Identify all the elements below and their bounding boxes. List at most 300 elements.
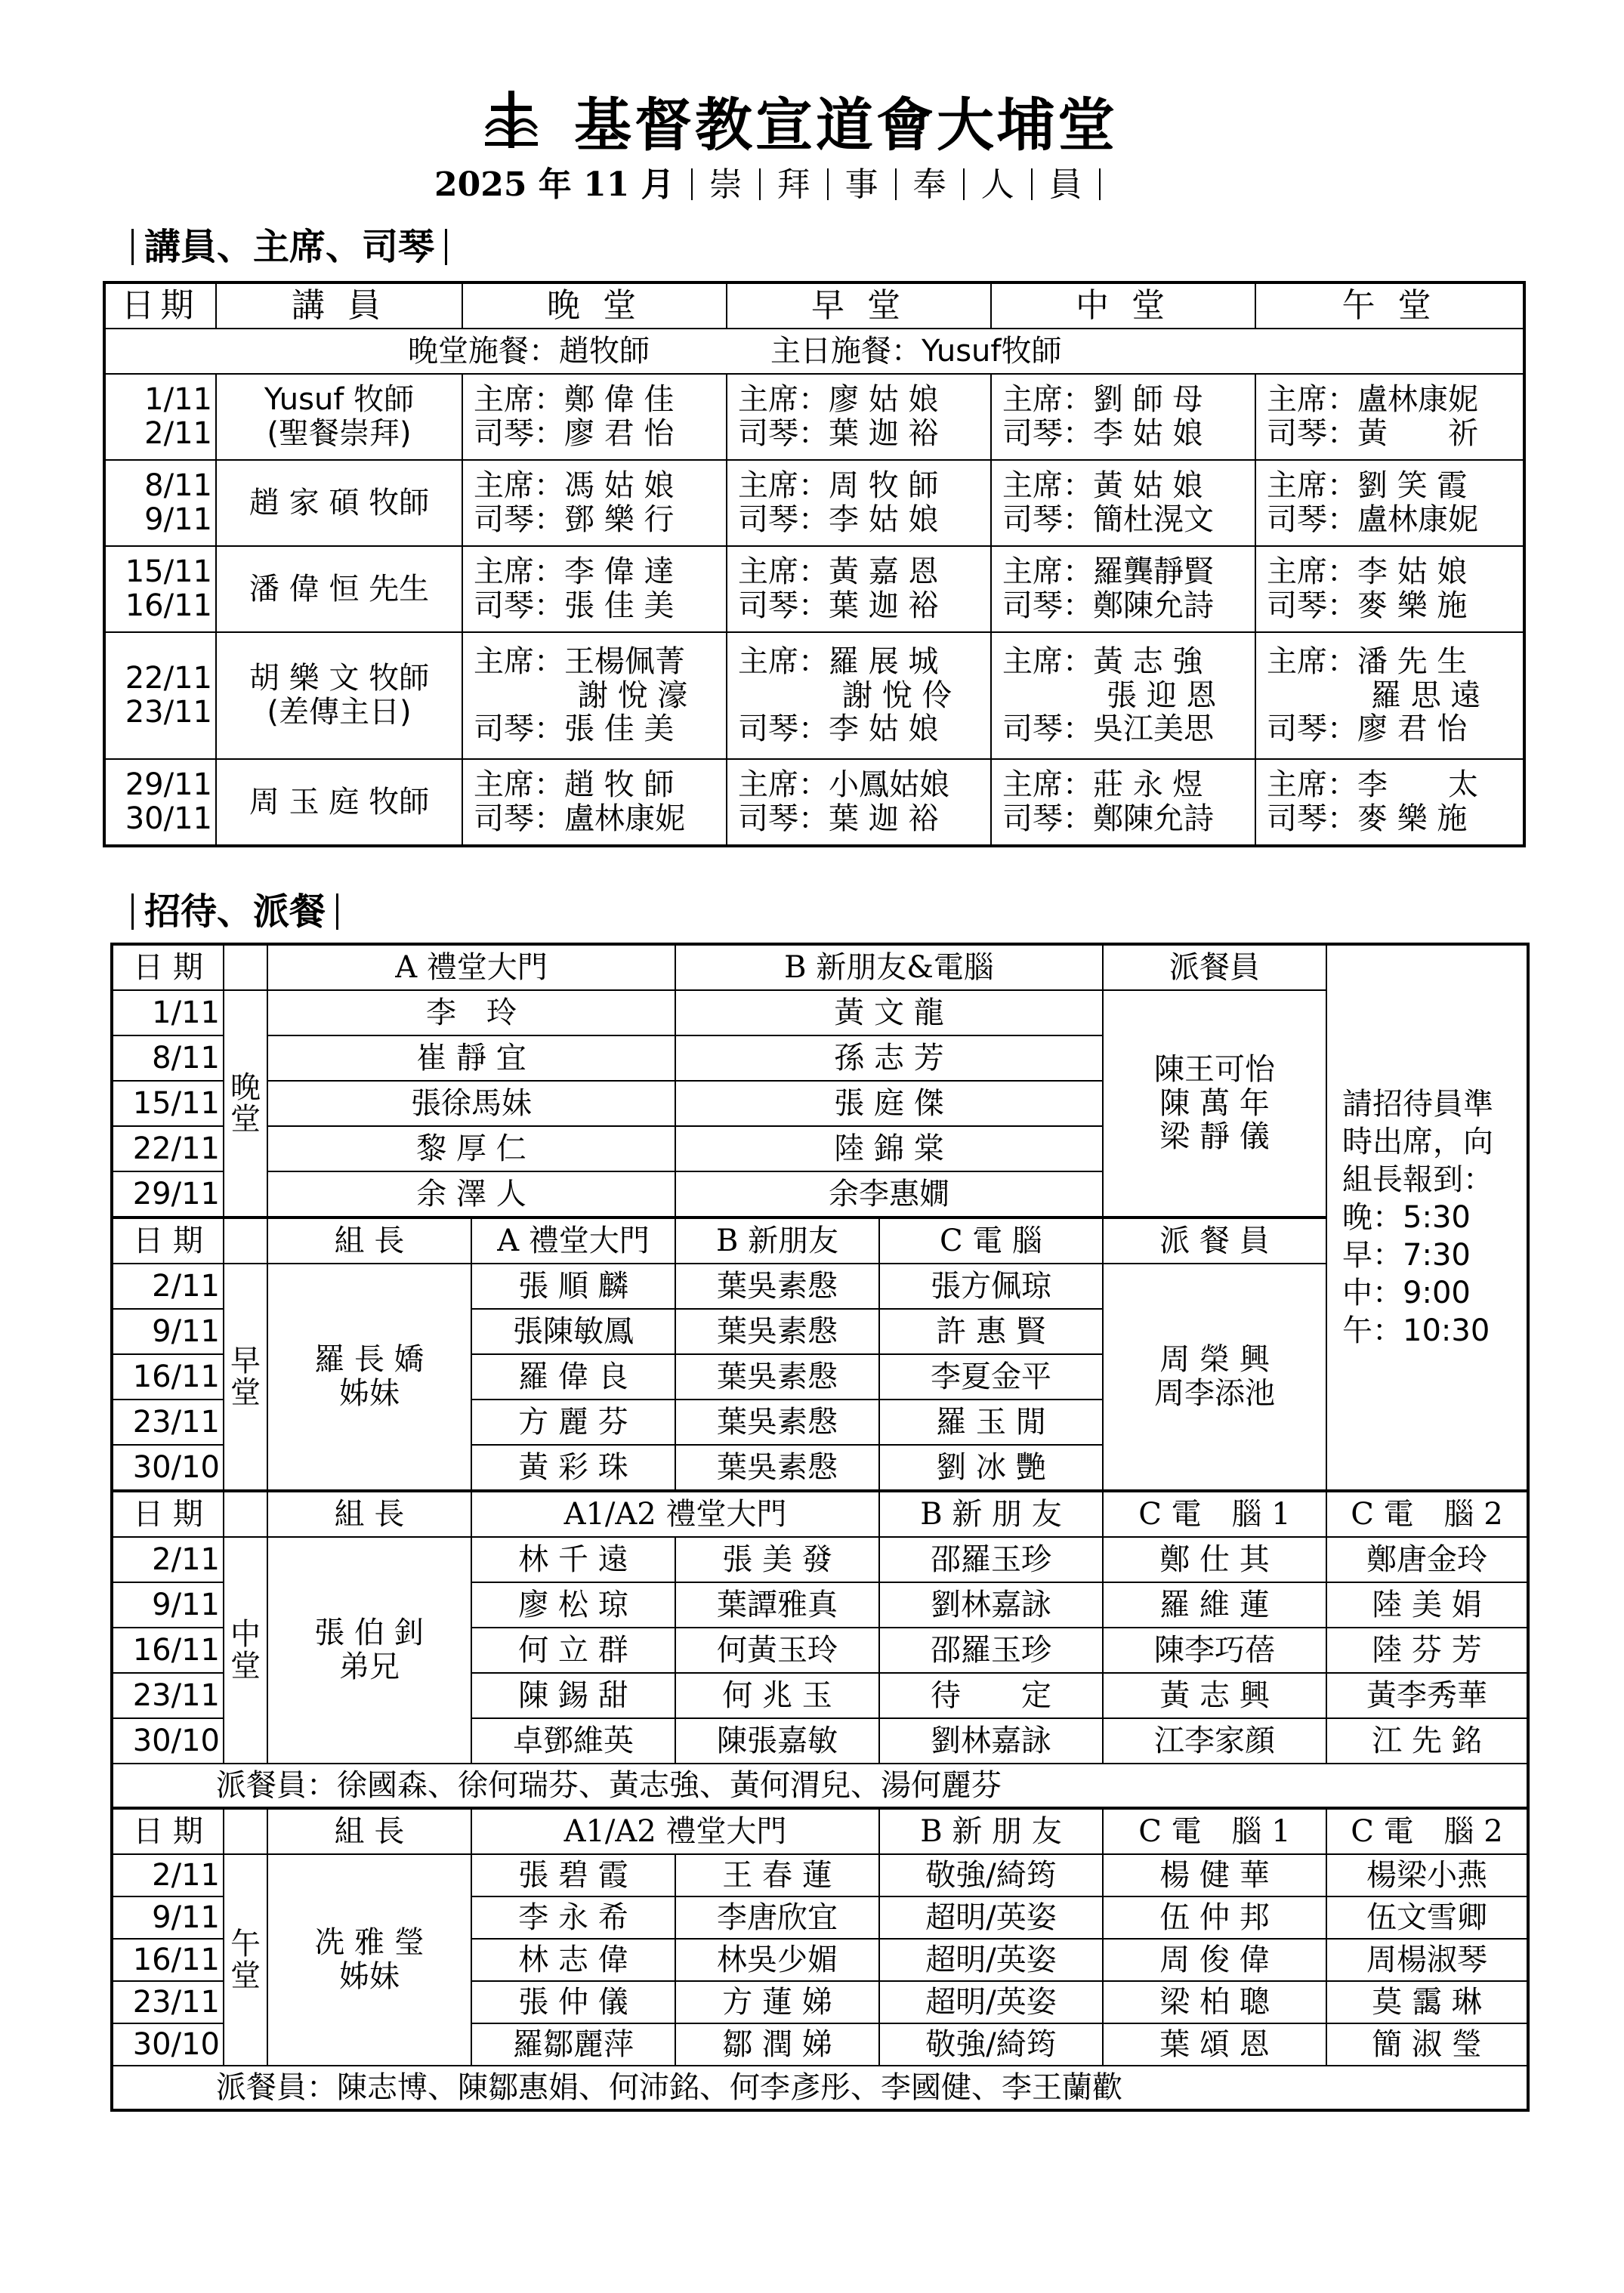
text-line: 司琴：鄭陳允詩 [1002,588,1214,623]
table-cell [462,759,727,846]
text-line: 堂 [230,1958,261,1993]
table-cell: 伍文雪卿 [1326,1896,1528,1939]
table-row [112,1808,1528,1854]
header-mid: 中 堂 [991,282,1255,329]
text-line: 堂 [230,1649,261,1683]
table-cell: 羅 偉 良 [471,1354,675,1400]
service-label-early [224,1264,267,1491]
table-cell: 方 蓮 娣 [675,1981,879,2023]
year-month: 2025 年 11 月 [434,165,675,204]
table-cell [1255,632,1524,759]
table-cell: 葉吳素慇 [675,1400,879,1445]
table-cell: 超明/英姿 [879,1981,1103,2023]
text-line: 主席：莊 永 煜 [1002,767,1203,803]
table-cell [727,374,991,460]
text-line: 司琴：麥 樂 施 [1267,588,1468,623]
text-line [1099,168,1101,200]
text-line: 講員、主席、司琴 [144,226,435,268]
table-cell: 鄭 仕 其 [1103,1537,1326,1582]
text-line: 冼 雅 瑩 [314,1925,425,1961]
table-cell: 羅鄒麗萍 [471,2023,675,2066]
table-cell: 江 先 銘 [1326,1718,1528,1764]
table-cell [462,632,727,759]
table-cell: B 新朋友&電腦 [675,944,1103,990]
table-row [104,460,1524,546]
table-cell: 葉吳素慇 [675,1264,879,1309]
table-cell: 葉吳素慇 [675,1309,879,1354]
table-cell: 林吳少媚 [675,1939,879,1981]
table-cell: 周 俊 偉 [1103,1939,1326,1981]
text-line: 司琴：廖 君 怡 [1267,711,1468,747]
text-line: 司琴：黃 祈 [1267,416,1478,451]
table-cell: 張陳敏鳳 [471,1309,675,1354]
text-line: 潘 偉 恒 先生 [249,571,430,606]
table-cell: 日 期 [112,1808,224,1854]
table-cell: 黃 志 興 [1103,1673,1326,1718]
text-line: 2/11 [144,416,212,451]
section-title-ushers [121,882,349,934]
text-line: 趙 家 碩 牧師 [249,485,430,520]
text-line: 22/11 [125,661,212,696]
text-line: 司琴：盧林康妮 [1267,502,1478,537]
table-row [104,329,1524,374]
table-cell: 日 期 [112,1217,224,1264]
table-cell: 黃李秀華 [1326,1673,1528,1718]
text-line: 晚 [230,1070,261,1105]
table-cell: B 新 朋 友 [879,1491,1103,1537]
page-subtitle [434,157,1117,205]
table-cell [104,759,216,846]
table-cell: 伍 仲 邦 [1103,1896,1326,1939]
table-row [112,1854,1528,1896]
table-cell [224,1808,267,1854]
text-line: 周 玉 庭 牧師 [249,784,430,819]
table-cell: 梁 柏 聰 [1103,1981,1326,2023]
table-row [112,1764,1528,1808]
text-line: 主席：羅龔靜賢 [1002,554,1214,590]
service-label-noon [224,1854,267,2066]
table-cell: 黃 文 龍 [675,990,1103,1035]
text-line: 陳 萬 年 [1159,1085,1270,1121]
table-cell [991,546,1255,632]
early-meal [1103,1264,1326,1491]
text-line: 司琴：張 佳 美 [474,711,675,747]
text-line: 事 [844,165,878,204]
table-cell: 鄭唐金玲 [1326,1537,1528,1582]
ushers-table [110,943,1530,2112]
text-line: 主席：李 偉 達 [474,554,675,590]
table-cell [727,632,991,759]
table-header-row [104,282,1524,329]
evening-meal [1103,990,1326,1217]
noon-leader [267,1854,471,2066]
table-cell: 1/11 [112,990,224,1035]
text-line [827,168,829,200]
text-line: 主席：盧林康妮 [1267,382,1478,418]
text-line: 謝 悅 伶 [842,677,952,713]
table-cell: 2/11 [112,1264,224,1309]
text-line: 時出席，向 [1342,1125,1494,1159]
table-cell: 張徐馬妹 [267,1081,675,1126]
text-line: 招待、派餐 [144,890,326,933]
mid-leader [267,1537,471,1764]
table-cell: 15/11 [112,1081,224,1126]
table-cell [1255,759,1524,846]
table-cell: 何 立 群 [471,1628,675,1673]
table-cell [462,460,727,546]
table-cell: 葉吳素慇 [675,1354,879,1400]
text-line: Yusuf 牧師 [264,382,415,418]
table-cell: 方 麗 芬 [471,1400,675,1445]
table-cell: 羅 維 蓮 [1103,1582,1326,1628]
text-line: 主席：李 姑 娘 [1267,554,1468,590]
text-line: 拜 [776,165,810,204]
table-cell: 莫 靄 琳 [1326,1981,1528,2023]
text-line [445,229,447,265]
header-date: 日期 [104,282,216,329]
table-cell: 陳張嘉敏 [675,1718,879,1764]
text-line: 司琴：葉 迦 裕 [738,588,939,623]
table-cell: 卓鄧維英 [471,1718,675,1764]
text-line: 奉 [912,165,946,204]
text-line [691,168,693,200]
table-cell: 組 長 [267,1217,471,1264]
table-cell: 林 志 偉 [471,1939,675,1981]
text-line: 主席：李 太 [1267,767,1478,803]
table-cell: 邵羅玉珍 [879,1537,1103,1582]
table-cell: 廖 松 琼 [471,1582,675,1628]
table-row [112,2066,1528,2110]
table-cell: 日 期 [112,1491,224,1537]
table-cell: 李 永 希 [471,1896,675,1939]
table-cell: 劉林嘉詠 [879,1718,1103,1764]
table-cell: 超明/英姿 [879,1896,1103,1939]
text-line: 司琴：廖 君 怡 [474,416,675,451]
table-cell [104,632,216,759]
table-cell: 8/11 [112,1035,224,1081]
table-cell: 黃 彩 珠 [471,1445,675,1491]
table-cell: 楊梁小燕 [1326,1854,1528,1896]
table-cell: A 禮堂大門 [471,1217,675,1264]
text-line: 司琴：葉 迦 裕 [738,801,939,836]
text-line: (聖餐崇拜) [267,416,412,451]
text-line: 梁 靜 儀 [1159,1119,1270,1155]
text-line: 主席：馮 姑 娘 [474,468,675,504]
text-line: 張 伯 釗 [314,1616,425,1651]
text-line [131,893,134,930]
text-line: 司琴：張 佳 美 [474,588,675,623]
table-cell: 李夏金平 [879,1354,1103,1400]
text-line: 主席：王楊佩菁 [474,643,685,679]
table-cell [727,759,991,846]
table-cell: 日 期 [112,944,224,990]
text-line: 羅 長 嬌 [314,1342,425,1378]
text-line: 主席：黃 嘉 恩 [738,554,939,590]
table-cell: 2/11 [112,1537,224,1582]
table-cell: 何 兆 玉 [675,1673,879,1718]
table-cell: 陳李巧蓓 [1103,1628,1326,1673]
table-cell: 崔 靜 宜 [267,1035,675,1081]
table-cell: 孫 志 芳 [675,1035,1103,1081]
table-cell: C 電 腦 [879,1217,1103,1264]
table-row [112,1217,1528,1264]
table-cell: 29/11 [112,1171,224,1217]
text-line: 組長報到： [1342,1162,1494,1197]
table-cell: 派 餐 員 [1103,1217,1326,1264]
table-row [112,944,1528,990]
text-line: 主席：周 牧 師 [738,468,939,504]
text-line: 請招待員準 [1342,1087,1494,1122]
table-cell [991,460,1255,546]
table-row [112,1264,1528,1309]
table-cell: 9/11 [112,1309,224,1354]
speakers-table [103,281,1526,847]
text-line: 陳王可怡 [1154,1051,1276,1087]
text-line: 羅 思 遠 [1371,677,1481,713]
table-cell: 16/11 [112,1628,224,1673]
table-cell: 22/11 [112,1126,224,1171]
table-row [112,990,1528,1035]
table-cell: 張 仲 儀 [471,1981,675,2023]
table-cell: 黎 厚 仁 [267,1126,675,1171]
table-cell: 楊 健 華 [1103,1854,1326,1896]
text-line: 員 [1048,165,1082,204]
table-cell: 2/11 [112,1854,224,1896]
table-cell: 組 長 [267,1491,471,1537]
text-line: 人 [980,165,1014,204]
table-cell [224,1217,267,1264]
table-cell: 30/10 [112,2023,224,2066]
meal-note: 晚堂施餐：趙牧師 主日施餐：Yusuf牧師 [104,329,1524,374]
table-cell [991,759,1255,846]
text-line: 晚：5:30 [1342,1200,1471,1235]
text-line: 中 [230,1617,261,1652]
church-emblem-icon [483,89,539,150]
table-cell [104,374,216,460]
text-line: 司琴：盧林康妮 [474,801,685,836]
table-cell: 張 庭 傑 [675,1081,1103,1126]
text-line: 弟兄 [339,1650,400,1684]
table-cell: 周楊淑琴 [1326,1939,1528,1981]
table-cell: 23/11 [112,1673,224,1718]
table-cell: 簡 淑 瑩 [1326,2023,1528,2066]
table-cell: 9/11 [112,1896,224,1939]
table-cell: 余李惠嫺 [675,1171,1103,1217]
text-line: 司琴：鄧 樂 行 [474,502,675,537]
table-cell: A1/A2 禮堂大門 [471,1808,879,1854]
text-line [131,229,134,265]
text-line: 司琴：麥 樂 施 [1267,801,1468,836]
table-cell: 陳 錫 甜 [471,1673,675,1718]
text-line: 午 [230,1927,261,1961]
table-cell: B 新朋友 [675,1217,879,1264]
table-cell: 23/11 [112,1400,224,1445]
table-cell: 待 定 [879,1673,1103,1718]
service-label-mid [224,1537,267,1764]
table-row [112,1537,1528,1582]
text-line: 周李添池 [1154,1376,1276,1411]
text-line: 主席：廖 姑 娘 [738,382,939,418]
text-line: 主席：黃 姑 娘 [1002,468,1203,504]
table-cell [462,374,727,460]
table-cell: 葉吳素慇 [675,1445,879,1491]
table-cell: 陸 錦 棠 [675,1126,1103,1171]
text-line: 周 榮 興 [1159,1342,1270,1378]
table-cell: 江李家顔 [1103,1718,1326,1764]
text-line: 謝 悅 濠 [578,677,688,713]
text-line: 司琴：鄭陳允詩 [1002,801,1214,836]
text-line: 主席：劉 笑 霞 [1267,468,1468,504]
text-line: 司琴：李 姑 娘 [738,502,939,537]
table-cell: 張 碧 霞 [471,1854,675,1896]
table-cell: 李 玲 [267,990,675,1035]
table-cell: 葉譚雅真 [675,1582,879,1628]
table-cell: 許 惠 賢 [879,1309,1103,1354]
text-line: 主席：鄭 偉 佳 [474,382,675,418]
table-cell: 敬強/綺筠 [879,2023,1103,2066]
text-line [759,168,761,200]
text-line: 司琴：李 姑 娘 [738,711,939,747]
table-cell [104,546,216,632]
table-cell [462,546,727,632]
table-cell [216,460,462,546]
text-line [336,893,338,930]
table-cell: C 電 腦 1 [1103,1491,1326,1537]
table-cell [1255,374,1524,460]
table-cell: 張 順 麟 [471,1264,675,1309]
text-line: 胡 樂 文 牧師 [249,661,430,696]
table-cell [216,546,462,632]
text-line: 8/11 [144,468,212,504]
text-line: 姊妹 [339,1376,400,1411]
noon-meal-line: 派餐員：陳志博、陳鄒惠娟、何沛銘、何李彥彤、李國健、李王蘭歡 [112,2066,1528,2110]
table-row [104,374,1524,460]
text-line: 主席：趙 牧 師 [474,767,675,803]
table-cell [224,944,267,990]
table-cell [1255,460,1524,546]
table-cell [1255,546,1524,632]
table-cell: 林 千 遠 [471,1537,675,1582]
service-label-evening [224,990,267,1217]
table-cell: 劉林嘉詠 [879,1582,1103,1628]
mid-meal-line: 派餐員：徐國森、徐何瑞芬、黃志強、黃何渭兒、湯何麗芬 [112,1764,1528,1808]
table-cell: 何黃玉玲 [675,1628,879,1673]
text-line: 主席：劉 師 母 [1002,382,1203,418]
table-cell [216,374,462,460]
table-cell: B 新 朋 友 [879,1808,1103,1854]
table-cell [727,460,991,546]
table-cell: 陸 美 娟 [1326,1582,1528,1628]
text-line: 16/11 [125,588,212,623]
table-cell [104,460,216,546]
table-cell: 羅 玉 閒 [879,1400,1103,1445]
usher-note [1326,944,1528,1491]
table-row [104,546,1524,632]
table-cell: 30/10 [112,1718,224,1764]
text-line: 主席：小鳳姑娘 [738,767,949,803]
section-title-speakers [121,218,458,270]
header-evening: 晚 堂 [462,282,727,329]
text-line [1031,168,1033,200]
table-cell: 邵羅玉珍 [879,1628,1103,1673]
table-cell: 23/11 [112,1981,224,2023]
text-line: 29/11 [125,767,212,803]
text-line: 張 迎 恩 [1107,677,1217,713]
table-cell: 16/11 [112,1354,224,1400]
table-cell [727,546,991,632]
text-line: 主席：羅 展 城 [738,643,939,679]
text-line: 早：7:30 [1342,1238,1471,1273]
table-row [112,1491,1528,1537]
text-line: 主席：黃 志 強 [1002,643,1203,679]
table-cell: 9/11 [112,1582,224,1628]
text-line: 15/11 [125,554,212,590]
table-cell: 余 澤 人 [267,1171,675,1217]
table-cell: 葉 頌 恩 [1103,2023,1326,2066]
text-line: 早 [230,1344,261,1378]
table-cell: 王 春 蓮 [675,1854,879,1896]
table-cell [224,1491,267,1537]
table-cell [991,632,1255,759]
table-cell: C 電 腦 1 [1103,1808,1326,1854]
table-cell: 30/10 [112,1445,224,1491]
table-cell: 超明/英姿 [879,1939,1103,1981]
early-leader [267,1264,471,1491]
table-cell: A 禮堂大門 [267,944,675,990]
text-line: 司琴：吳江美思 [1002,711,1214,747]
text-line: 30/11 [125,801,212,836]
text-line: 主席：潘 先 生 [1267,643,1468,679]
table-cell [991,374,1255,460]
text-line: 堂 [230,1375,261,1410]
text-line: 司琴：簡杜滉文 [1002,502,1214,537]
text-line: 崇 [709,165,743,204]
header-noon: 午 堂 [1255,282,1524,329]
table-cell: 劉 冰 艷 [879,1445,1103,1491]
table-cell: 16/11 [112,1939,224,1981]
text-line: 司琴：葉 迦 裕 [738,416,939,451]
text-line: 1/11 [144,382,212,418]
page-title: 基督教宣道會大埔堂 [574,91,1118,159]
table-cell: 組 長 [267,1808,471,1854]
text-line: (差傳主日) [267,695,412,730]
table-cell: A1/A2 禮堂大門 [471,1491,879,1537]
text-line: 姊妹 [339,1959,400,1994]
text-line [963,168,965,200]
table-cell: 張方佩琼 [879,1264,1103,1309]
table-cell: 張 美 發 [675,1537,879,1582]
table-cell: 李唐欣宜 [675,1896,879,1939]
text-line [895,168,897,200]
table-cell: C 電 腦 2 [1326,1808,1528,1854]
text-line: 午：10:30 [1342,1313,1490,1348]
table-cell: C 電 腦 2 [1326,1491,1528,1537]
table-cell: 陸 芬 芳 [1326,1628,1528,1673]
text-line: 司琴：李 姑 娘 [1002,416,1203,451]
table-cell: 派餐員 [1103,944,1326,990]
header-early: 早 堂 [727,282,991,329]
table-cell: 敬強/綺筠 [879,1854,1103,1896]
header-speaker: 講 員 [216,282,462,329]
text-line: 中：9:00 [1342,1276,1471,1310]
table-row [104,759,1524,846]
table-cell: 鄒 潤 娣 [675,2023,879,2066]
text-line: 23/11 [125,695,212,730]
text-line: 9/11 [144,502,212,537]
table-row [104,632,1524,759]
text-line: 堂 [230,1102,261,1137]
table-cell [216,759,462,846]
